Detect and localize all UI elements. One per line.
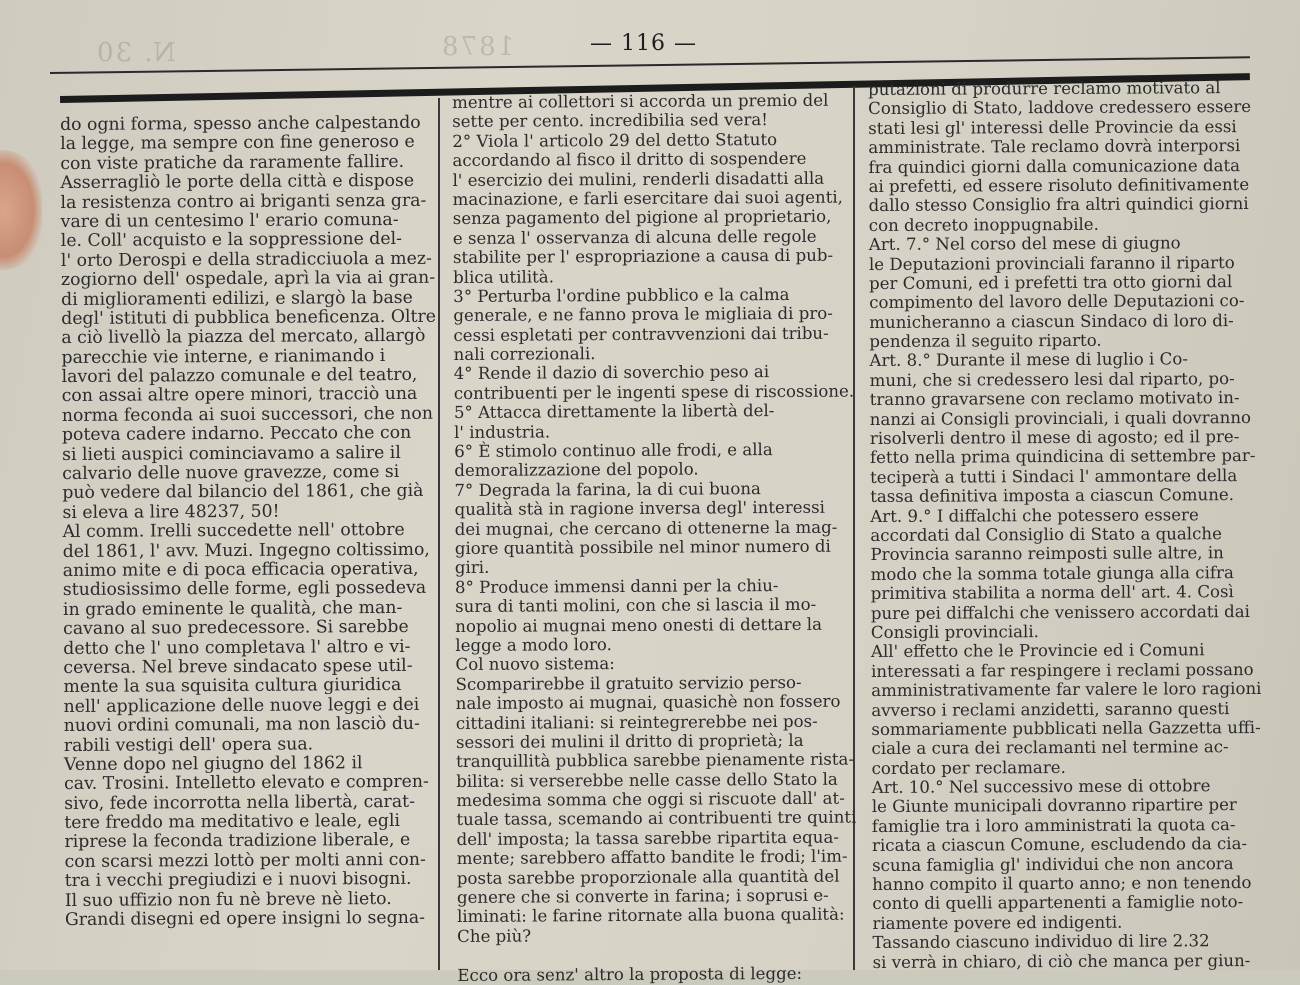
text-line: poteva cadere indarno. Peccato che con bbox=[61, 423, 412, 446]
text-line: liminati: le farine ritornate alla buona qualità: bbox=[456, 905, 845, 927]
text-line: 5° Attacca direttamente la libertà del- bbox=[453, 401, 775, 423]
text-line: generale, e ne fanno prova le migliaia di pro- bbox=[453, 303, 833, 326]
text-line: in grado eminente le qualità, che man- bbox=[62, 597, 403, 620]
text-line: con assai altre opere minori, tracciò una bbox=[61, 384, 418, 407]
text-line: tere freddo ma meditativo e leale, egli bbox=[64, 810, 401, 834]
text-line: vare di un centesimo l' erario comuna- bbox=[60, 209, 399, 232]
text-line: studiosissimo delle forme, egli possedeva bbox=[62, 578, 427, 601]
text-line: fetto nella prima quindicina di settembre par- bbox=[869, 446, 1256, 468]
text-line: accordati dal Consiglio di Stato a qualche bbox=[870, 524, 1222, 545]
text-line: norma feconda ai suoi successori, che non bbox=[61, 403, 433, 426]
text-line: sette per cento. incredibilia sed vera! bbox=[452, 110, 768, 132]
text-line: nali correzionali. bbox=[453, 344, 596, 365]
text-line: animo mite e di poca efficacia operativa, bbox=[62, 558, 419, 581]
text-line: parecchie vie interne, e rianimando i bbox=[61, 345, 386, 368]
text-line: conto di quelli appartenenti a famiglie noto- bbox=[872, 892, 1244, 914]
text-line: mentre ai collettori si accorda un premio del bbox=[452, 90, 829, 112]
text-line: può vedere dal bilancio del 1861, che già bbox=[62, 481, 424, 504]
text-line: tranquillità pubblica sarebbe pienamente rista- bbox=[456, 749, 855, 772]
text-line: stabilite per l' espropriazione a causa di pub- bbox=[452, 245, 834, 268]
text-line: Col nuovo sistema: bbox=[455, 654, 615, 675]
text-line: 4° Rende il dazio di soverchio peso ai bbox=[453, 362, 770, 384]
text-line: si verrà in chiaro, di ciò che manca per giun- bbox=[872, 950, 1251, 972]
text-line: e senza l' osservanza di alcuna delle regole bbox=[452, 226, 817, 248]
text-line: per Comuni, ed i prefetti tra otto giorni dal bbox=[869, 272, 1233, 293]
text-line: 6° È stimolo continuo alle frodi, e alla bbox=[454, 440, 773, 462]
text-line: 2° Viola l' articolo 29 del detto Statuto bbox=[452, 129, 778, 151]
text-line: risolverli dentro il mese di agosto; ed il pre- bbox=[869, 427, 1240, 449]
text-line: Il suo uffizio non fu nè breve nè lieto. bbox=[64, 888, 392, 911]
text-line: nale imposto ai mugnai, quasichè non fossero bbox=[455, 691, 841, 714]
text-line: muni, che si credessero lesi dal riparto, po- bbox=[869, 368, 1235, 390]
text-line: scuna famiglia gl' individui che non ancora bbox=[872, 853, 1234, 875]
text-line: pure pei diffalchi che venissero accordati dai bbox=[870, 601, 1250, 623]
text-line: interessati a far respingere i reclami possano bbox=[871, 659, 1254, 681]
text-line: la legge, ma sempre con fine generoso e bbox=[60, 132, 415, 155]
text-line: mente la sua squisita cultura giuridica bbox=[63, 675, 402, 698]
text-line: del 1861, l' avv. Muzi. Ingegno coltissimo, bbox=[62, 539, 430, 562]
text-line: rabili vestigi dell' opera sua. bbox=[63, 733, 314, 756]
text-line: dei mugnai, che cercano di ottenerne la mag- bbox=[454, 517, 838, 539]
text-line: amministrate. Tale reclamo dovrà interporsi bbox=[868, 136, 1241, 158]
text-line: ricata a ciascun Comune, escludendo da cia- bbox=[871, 834, 1248, 856]
text-line: cav. Trosini. Intelletto elevato e compren- bbox=[64, 772, 429, 795]
text-line: ai prefetti, ed essere risoluto definitivamente bbox=[868, 174, 1250, 196]
text-column-left bbox=[60, 114, 440, 931]
text-line: si eleva a lire 48237, 50! bbox=[62, 501, 280, 523]
text-line: tranno gravarsene con reclamo motivato in- bbox=[869, 388, 1240, 410]
text-line: qualità stà in ragione inversa degl' interessi bbox=[454, 497, 825, 520]
text-line: giore quantità possibile nel minor numero di bbox=[454, 536, 831, 558]
text-line: Tassando ciascuno individuo di lire 2.32 bbox=[872, 931, 1210, 953]
text-line: bilita: si verserebbe nelle casse dello Stato la bbox=[456, 769, 838, 791]
text-line: cessi espletati per contravvenzioni dai tribu- bbox=[453, 323, 829, 345]
text-line: detto che l' uno completava l' altro e vi- bbox=[63, 636, 411, 659]
text-line: Che più? bbox=[457, 926, 532, 946]
text-line bbox=[457, 944, 857, 966]
text-column-middle bbox=[452, 91, 858, 985]
text-line: accordando al fisco il dritto di sospendere bbox=[452, 149, 807, 171]
text-line: l' esercizio dei mulini, renderli disadatti alla bbox=[452, 168, 825, 190]
page-number: — 116 — bbox=[590, 31, 697, 56]
text-line: macinazione, e farli esercitare dai suoi agenti, bbox=[452, 187, 843, 209]
text-line: nell' applicazione delle nuove leggi e dei bbox=[63, 694, 420, 717]
text-line: primitiva stabilita a norma dell' art. 4. Così bbox=[870, 582, 1234, 604]
text-line: Art. 8.° Durante il mese di luglio i Co- bbox=[869, 349, 1188, 371]
text-line: riamente povere ed indigenti. bbox=[872, 912, 1123, 933]
text-line: degl' istituti di pubblica beneficenza. Oltre bbox=[61, 306, 436, 329]
text-line: con decreto inoppugnabile. bbox=[868, 214, 1099, 235]
text-line: con viste pratiche da raramente fallire. bbox=[60, 151, 405, 174]
text-line: stati lesi gl' interessi delle Provincie da essi bbox=[868, 116, 1237, 138]
text-line: l' industria. bbox=[454, 422, 551, 442]
bleed-through-right: 1878 bbox=[440, 32, 515, 62]
text-line: dell' imposta; la tassa sarebbe ripartita equa- bbox=[456, 827, 839, 849]
text-line: a ciò livellò la piazza del mercato, allargò bbox=[61, 326, 426, 349]
text-line: Venne dopo nel giugno del 1862 il bbox=[63, 753, 363, 775]
text-line: compimento del lavoro delle Deputazioni co- bbox=[869, 291, 1245, 313]
text-line: lavori del palazzo comunale e del teatro, bbox=[61, 364, 418, 388]
text-line: 8° Produce immensi danni per la chiu- bbox=[454, 575, 779, 597]
text-line: Art. 7.° Nel corso del mese di giugno bbox=[868, 233, 1181, 255]
text-line: hanno compito il quarto anno; e non tenendo bbox=[872, 873, 1252, 895]
text-line: medesima somma che oggi si riscuote dall' at- bbox=[456, 788, 845, 811]
text-line: nuovi ordini comunali, ma non lasciò du- bbox=[63, 713, 420, 737]
text-line: tra i vecchi pregiudizi e i nuovi bisogni. bbox=[64, 869, 412, 892]
text-line: Provincia saranno reimposti sulle altre, in bbox=[870, 543, 1224, 565]
text-line: si lieti auspici cominciavamo a salire il bbox=[62, 442, 401, 465]
text-line: legge a modo loro. bbox=[455, 634, 612, 655]
text-line: Asserragliò le porte della città e dispose bbox=[60, 171, 415, 194]
text-column-right bbox=[868, 78, 1263, 972]
text-line: di miglioramenti edilizi, e slargò la base bbox=[61, 287, 413, 310]
text-line: famiglie tra i loro amministrati la quota ca- bbox=[871, 814, 1236, 836]
text-line: le Deputazioni provinciali faranno il riparto bbox=[868, 252, 1235, 274]
text-line: fra quindici giorni dalla comunicazione data bbox=[868, 155, 1241, 177]
text-line: le Giunte municipali dovranno ripartire per bbox=[871, 795, 1237, 817]
text-line: posta sarebbe proporzionale alla quantità del bbox=[456, 866, 840, 888]
bleed-through-left: N. 30 bbox=[95, 38, 176, 68]
text-line: Consigli provinciali. bbox=[870, 622, 1039, 642]
text-line: sura di tanti molini, con che si lascia il mo- bbox=[455, 594, 817, 617]
text-line: la resistenza contro ai briganti senza gra- bbox=[60, 190, 427, 213]
text-line: Scomparirebbe il gratuito servizio perso- bbox=[455, 672, 802, 694]
text-line: teciperà a tutti i Sindaci l' ammontare della bbox=[870, 465, 1238, 487]
text-line: genere che si converte in farina; i soprusi e- bbox=[456, 885, 829, 908]
text-line: senza pagamento del pigione al proprietario, bbox=[452, 207, 832, 229]
text-line: cordato per reclamare. bbox=[871, 757, 1066, 778]
text-line: riprese la feconda tradizione liberale, e bbox=[64, 830, 411, 853]
text-line: cittadini italiani: si reintegrerebbe nei pos- bbox=[455, 711, 818, 733]
text-line: cavano al suo predecessore. Si sarebbe bbox=[63, 617, 409, 640]
text-line: Art. 10.° Nel successivo mese di ottobre bbox=[871, 776, 1211, 798]
text-line: Consiglio di Stato, laddove credessero essere bbox=[868, 97, 1252, 119]
text-line: Al comm. Irelli succedette nell' ottobre bbox=[62, 520, 405, 543]
text-line: municheranno a ciascun Sindaco di loro di- bbox=[869, 310, 1234, 332]
text-line: All' effetto che le Provincie ed i Comuni bbox=[870, 640, 1205, 662]
text-line: nanzi ai Consigli provinciali, i quali dovranno bbox=[869, 407, 1252, 429]
text-line: dallo stesso Consiglio fra altri quindici giorni bbox=[868, 194, 1249, 216]
text-line: l' orto Derospi e della stradicciuola a mez- bbox=[60, 248, 432, 271]
text-line: zogiorno dell' ospedale, aprì la via ai gran- bbox=[60, 267, 436, 291]
text-line: pendenza il seguito riparto. bbox=[869, 330, 1102, 352]
text-line: blica utilità. bbox=[453, 266, 554, 287]
text-line: demoralizzazione del popolo. bbox=[454, 459, 699, 481]
text-line: mente; sarebbero affatto bandite le frodi; l'im- bbox=[456, 846, 848, 869]
text-line: sommariamente pubblicati nella Gazzetta uffi- bbox=[871, 717, 1261, 739]
text-line: nopolio ai mugnai meno onesti di dettare la bbox=[455, 614, 823, 636]
text-line: Ecco ora senz' altro la proposta di legge: bbox=[457, 963, 803, 985]
text-line: putazioni di produrre reclamo motivato al bbox=[868, 78, 1221, 99]
text-line: giri. bbox=[454, 558, 490, 578]
text-line: tassa definitiva imposta a ciascun Comune. bbox=[870, 485, 1235, 507]
text-line: amministrativamente far valere le loro ragioni bbox=[871, 679, 1262, 701]
text-line: 7° Degrada la farina, la di cui buona bbox=[454, 478, 761, 500]
text-line: sivo, fede incorrotta nella libertà, carat- bbox=[64, 791, 415, 814]
text-line: le. Coll' acquisto e la soppressione del- bbox=[60, 229, 403, 252]
text-line: avverso i reclami anzidetti, saranno questi bbox=[871, 698, 1230, 720]
text-line: 3° Perturba l'ordine pubblico e la calma bbox=[453, 284, 790, 306]
text-line: ciale a cura dei reclamanti nel termine ac- bbox=[871, 737, 1229, 759]
thumb-shadow bbox=[0, 150, 42, 270]
text-line: Grandi disegni ed opere insigni lo segna- bbox=[64, 907, 426, 931]
text-line: Art. 9.° I diffalchi che potessero essere bbox=[870, 504, 1199, 526]
header-rule-thin bbox=[50, 56, 1250, 74]
text-line: ceversa. Nel breve sindacato spese util- bbox=[63, 655, 413, 678]
text-line: do ogni forma, spesso anche calpestando bbox=[59, 112, 421, 135]
text-line: tuale tassa, scemando ai contribuenti tre quinti bbox=[456, 807, 857, 830]
text-line: contribuenti per le ingenti spese di riscossione. bbox=[453, 381, 855, 403]
text-line: con scarsi mezzi lottò per molti anni con- bbox=[64, 849, 426, 872]
text-line: modo che la somma totale giunga alla cifra bbox=[870, 562, 1234, 584]
text-line: calvario delle nuove gravezze, come si bbox=[62, 461, 400, 485]
text-line: sessori dei mulini il dritto di proprietà; la bbox=[455, 730, 804, 752]
